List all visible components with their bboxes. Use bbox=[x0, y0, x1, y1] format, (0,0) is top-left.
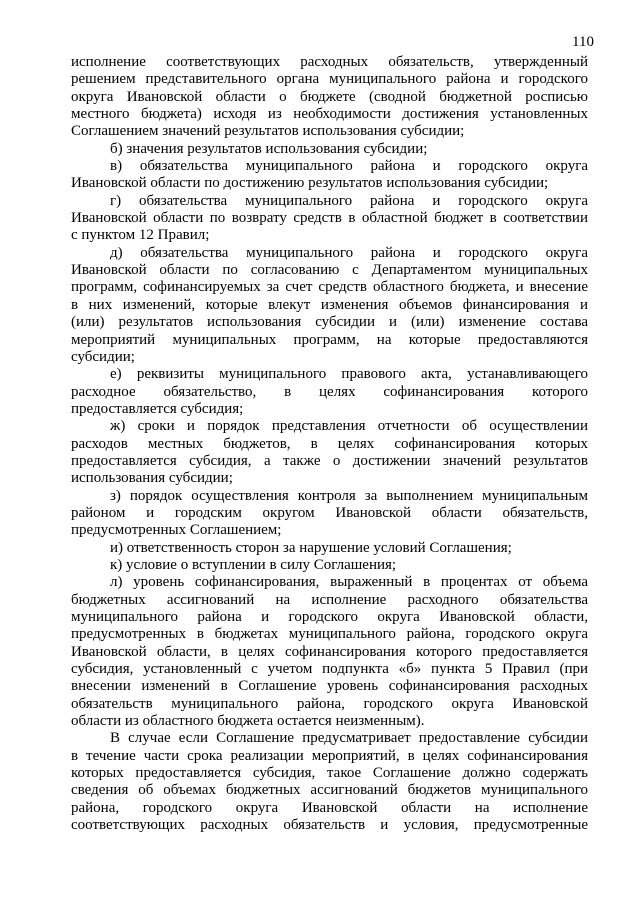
text-line: б) значения результатов использования субсидии; bbox=[110, 140, 428, 157]
text-line: программ, софинансируемых за счет средств областного бюджета, и внесение bbox=[71, 279, 588, 296]
text-line: области из областного бюджета остается неизменным). bbox=[71, 713, 425, 730]
text-line: предусмотренных Соглашением; bbox=[71, 522, 282, 539]
text-line: мероприятий муниципальных программ, на которые предоставляются bbox=[71, 331, 588, 348]
text-line: местного бюджета) исходя из необходимости достижения установленных bbox=[71, 106, 588, 123]
text-line: Ивановской области по достижению результатов использования субсидии; bbox=[71, 175, 549, 192]
document-body bbox=[71, 54, 588, 834]
text-line: расходное обязательство, в целях софинансирования которого bbox=[71, 383, 588, 400]
text-line: использования субсидии; bbox=[71, 470, 233, 487]
text-line: Ивановской области, в целях софинансирования которого предоставляется bbox=[71, 643, 588, 660]
text-line: округа Ивановской области о бюджете (сводной бюджетной росписью bbox=[71, 88, 588, 105]
text-line: В случае если Соглашение предусматривает предоставление субсидии bbox=[110, 730, 588, 747]
text-line: обязательств муниципального района, городского округа Ивановской bbox=[71, 695, 588, 712]
text-line: Соглашением значений результатов использования субсидии; bbox=[71, 123, 465, 140]
text-line: в) обязательства муниципального района и городского округа bbox=[110, 158, 588, 175]
text-line: с пунктом 12 Правил; bbox=[71, 227, 210, 244]
text-line: субсидии; bbox=[71, 348, 135, 365]
text-line: района, городского округа Ивановской области на исполнение bbox=[71, 799, 588, 816]
text-line: предоставляется субсидия, а также о достижении значений результатов bbox=[71, 452, 588, 469]
text-line: д) обязательства муниципального района и городского округа bbox=[110, 244, 588, 261]
text-line: предоставляется субсидия; bbox=[71, 400, 244, 417]
text-line: субсидия, установленный с учетом подпункта «б» пункта 5 Правил (при bbox=[71, 661, 588, 678]
text-line: в них изменений, которые влекут изменения объемов финансирования и bbox=[71, 296, 588, 313]
text-line: решением представительного органа муниципального района и городского bbox=[71, 71, 588, 88]
text-line: которых предоставляется субсидия, такое Соглашение должно содержать bbox=[71, 765, 588, 782]
text-line: сведения об объемах бюджетных ассигнований бюджетов муниципального bbox=[71, 782, 588, 799]
text-line: з) порядок осуществления контроля за выполнением муниципальным bbox=[110, 487, 588, 504]
text-line: л) уровень софинансирования, выраженный в процентах от объема bbox=[110, 574, 588, 591]
text-line: е) реквизиты муниципального правового акта, устанавливающего bbox=[110, 366, 588, 383]
text-line: исполнение соответствующих расходных обязательств, утвержденный bbox=[71, 54, 588, 70]
text-line: (или) результатов использования субсидии и (или) изменение состава bbox=[71, 314, 588, 331]
text-line: районом и городским округом Ивановской области обязательств, bbox=[71, 504, 588, 521]
text-line: Ивановской области по возврату средств в областной бюджет в соответствии bbox=[71, 210, 588, 227]
text-line: расходов местных бюджетов, в целях софинансирования которых bbox=[71, 435, 588, 452]
page-number: 110 bbox=[572, 34, 594, 50]
text-line: муниципального района и городского округа Ивановской области, bbox=[71, 609, 588, 625]
text-line: бюджетных ассигнований на исполнение расходного обязательства bbox=[71, 591, 588, 608]
text-line: и) ответственность сторон за нарушение условий Соглашения; bbox=[110, 539, 512, 556]
text-line: г) обязательства муниципального района и городского округа bbox=[110, 192, 588, 209]
text-line: внесении изменений в Соглашение уровень софинансирования расходных bbox=[71, 678, 588, 695]
text-line: соответствующих расходных обязательств и условия, предусмотренные bbox=[71, 817, 588, 834]
text-line: Ивановской области по согласованию с Департаментом муниципальных bbox=[71, 262, 588, 279]
text-line: к) условие о вступлении в силу Соглашения; bbox=[110, 556, 397, 573]
text-line: ж) сроки и порядок представления отчетности об осуществлении bbox=[110, 418, 588, 435]
text-line: в течение части срока реализации мероприятий, в целях софинансирования bbox=[71, 747, 588, 764]
text-line: предусмотренных в бюджетах муниципального района, городского округа bbox=[71, 626, 588, 643]
